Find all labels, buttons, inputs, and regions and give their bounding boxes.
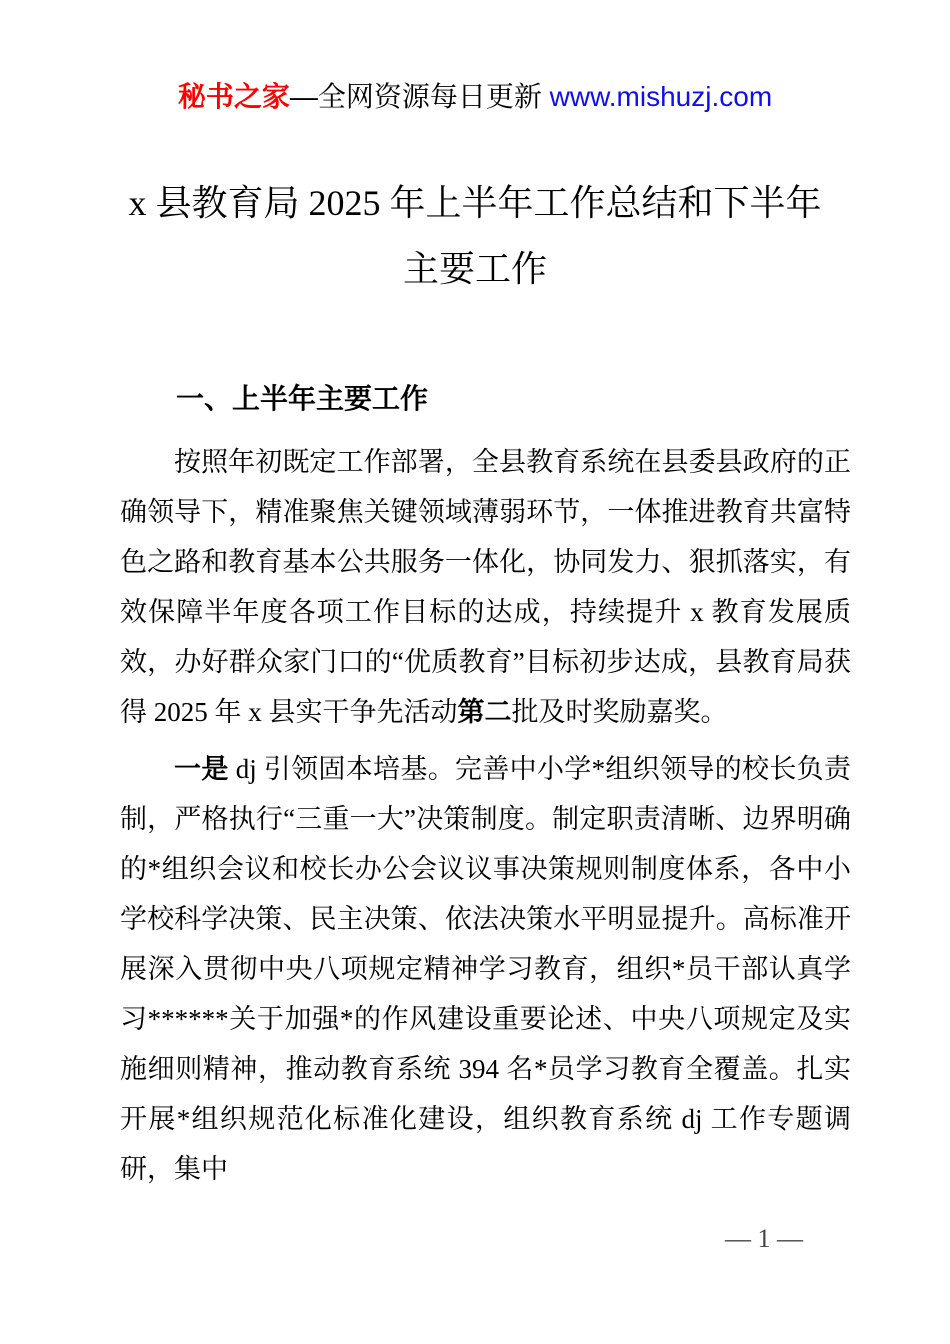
- bold-text-run: 第二: [457, 697, 512, 727]
- section-heading: 一、上半年主要工作: [176, 383, 429, 414]
- document-title: x 县教育局 2025 年上半年工作总结和下半年主要工作: [128, 183, 822, 289]
- site-url-link[interactable]: www.mishuzj.com: [549, 81, 773, 112]
- text-run: 按照年初既定工作部署，全县教育系统在县委县政府的正确领导下，精准聚焦关键领域薄弱环节，一体推进教育共富特色之路和教育基本公共服务一体化，协同发力、狠抓落实，有效保障半年度各项工作目标的达成，持续提升 x 教育发展质效，办好群众家门口的“优质教育”目标初步达成，县教育局获得 2025 年 x 县实干争先活动: [120, 447, 851, 727]
- paragraph: [120, 437, 851, 737]
- bold-text-run: 一是: [174, 754, 229, 784]
- text-run: dj 引领固本培基。完善中小学*组织领导的校长负责制，严格执行“三重一大”决策制度。制定职责清晰、边界明确的*组织会议和校长办公会议议事决策规则制度体系，各中小学校科学决策、民主决策、依法决策水平明显提升。高标准开展深入贯彻中央八项规定精神学习教育，组织*员干部认真学习******关于加强*的作风建设重要论述、中央八项规定及实施细则精神，推动教育系统 394 名*员学习教育全覆盖。扎实开展*组织规范化标准化建设，组织教育系统 dj 工作专题调研，集中: [120, 754, 851, 1184]
- text-run: 批及时奖励嘉奖。: [511, 697, 728, 727]
- site-header: [0, 0, 950, 114]
- paragraph: [120, 744, 851, 1194]
- document-body: [120, 437, 851, 1194]
- site-brand: 秘书之家: [177, 81, 290, 112]
- site-tagline: —全网资源每日更新: [289, 81, 550, 112]
- page-footer: [725, 1224, 803, 1254]
- page-number: — 1 —: [725, 1224, 803, 1253]
